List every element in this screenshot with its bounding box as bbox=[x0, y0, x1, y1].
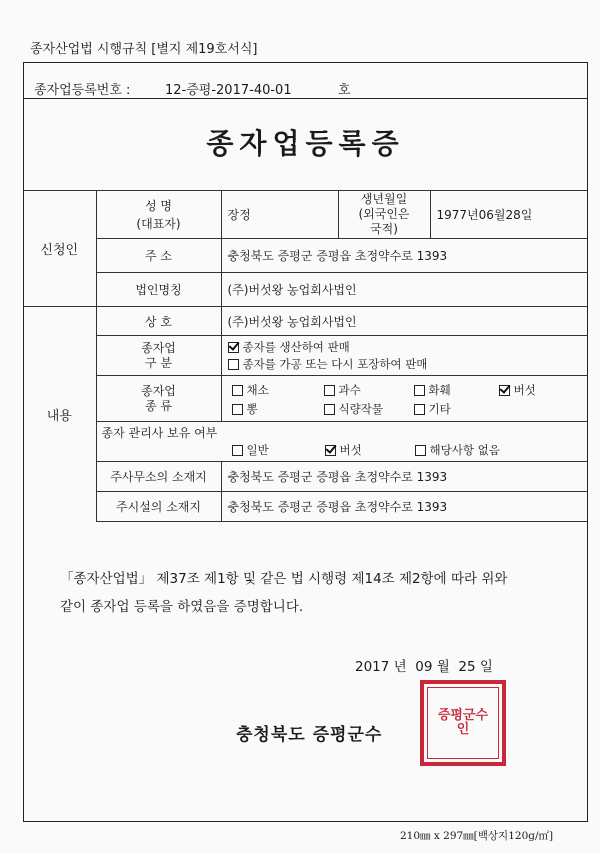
issue-day-unit: 일 bbox=[479, 659, 493, 675]
statement-line-2: 같이 종자업 등록을 하였음을 증명합니다. bbox=[60, 599, 304, 615]
checkbox-label: 채소 bbox=[246, 382, 269, 397]
corp-label: 법인명칭 bbox=[96, 273, 221, 307]
issue-month-unit: 월 bbox=[436, 659, 450, 675]
address-value: 충청북도 증평군 증평읍 초정약수로 1393 bbox=[221, 239, 588, 273]
checkbox-label: 해당사항 없음 bbox=[429, 443, 500, 457]
registration-label: 종자업등록번호 : bbox=[34, 83, 131, 98]
checkbox[interactable] bbox=[414, 404, 425, 415]
biz-type-options bbox=[221, 336, 588, 376]
office-value: 충청북도 증평군 증평읍 초정약수로 1393 bbox=[221, 462, 588, 492]
crop-label bbox=[96, 376, 221, 422]
registration-number: 12-증평-2017-40-01 bbox=[165, 83, 292, 98]
crop-option bbox=[499, 382, 536, 398]
crop-options bbox=[221, 376, 588, 422]
issue-date bbox=[355, 655, 493, 675]
official-seal bbox=[420, 680, 506, 766]
certification-statement bbox=[60, 565, 570, 621]
biz-type-label bbox=[96, 336, 221, 376]
name-label bbox=[96, 191, 221, 239]
checkbox-label: 종자를 생산하여 판매 bbox=[242, 339, 350, 354]
checkbox[interactable] bbox=[414, 385, 425, 396]
birth-label-1: 생년월일 bbox=[360, 192, 408, 206]
checkbox[interactable] bbox=[232, 445, 243, 456]
birth-label-2: (외국인은 bbox=[358, 207, 410, 221]
seal-text: 증평군수인 bbox=[437, 708, 489, 737]
birth-value: 1977년06월28일 bbox=[430, 191, 588, 239]
checkbox-label: 식량작물 bbox=[338, 401, 383, 416]
name-label-1: 성 명 bbox=[145, 198, 172, 213]
name-label-2: (대표자) bbox=[136, 216, 181, 231]
crop-label-1: 종자업 bbox=[141, 383, 176, 398]
paper-spec: 210㎜ x 297㎜[백상지120g/㎡] bbox=[400, 830, 554, 842]
checkbox[interactable] bbox=[324, 385, 335, 396]
crop-option bbox=[324, 382, 361, 398]
trade-value: (주)버섯왕 농업회사법인 bbox=[221, 307, 588, 336]
registration-table bbox=[23, 190, 588, 522]
issue-year-unit: 년 bbox=[393, 659, 407, 675]
applicant-section-label: 신청인 bbox=[23, 191, 96, 307]
checkbox-label: 뽕 bbox=[246, 401, 258, 416]
seal-inner bbox=[427, 687, 499, 759]
crop-option bbox=[232, 382, 269, 398]
checkbox-label: 기타 bbox=[428, 401, 451, 416]
office-label: 주사무소의 소재지 bbox=[96, 462, 221, 492]
issuer-name: 충청북도 증평군수 bbox=[236, 725, 383, 745]
checkbox[interactable] bbox=[228, 342, 239, 353]
checkbox-label: 종자를 가공 또는 다시 포장하여 판매 bbox=[242, 356, 428, 371]
statement-line-1: 「종자산업법」 제37조 제1항 및 같은 법 시행령 제14조 제2항에 따라 위와 bbox=[60, 571, 508, 587]
crop-option bbox=[232, 401, 258, 417]
manager-cell bbox=[96, 422, 588, 462]
manager-label: 종자 관리사 보유 여부 bbox=[101, 426, 218, 440]
biz-type-label-2: 구 분 bbox=[145, 355, 172, 370]
address-label: 주 소 bbox=[96, 239, 221, 273]
checkbox-label: 화훼 bbox=[428, 382, 451, 397]
checkbox[interactable] bbox=[228, 359, 239, 370]
manager-option bbox=[232, 442, 269, 458]
name-value: 장정 bbox=[221, 191, 338, 239]
document-title: 종자업등록증 bbox=[206, 127, 405, 160]
crop-option bbox=[324, 401, 383, 417]
checkbox[interactable] bbox=[232, 404, 243, 415]
crop-option bbox=[414, 401, 451, 417]
crop-option bbox=[414, 382, 451, 398]
checkbox[interactable] bbox=[325, 445, 336, 456]
form-header: 종자산업법 시행규칙 [별지 제19호서식] bbox=[30, 42, 258, 57]
issue-month: 09 bbox=[415, 659, 433, 675]
biz-type-option bbox=[228, 339, 350, 356]
facility-label: 주시설의 소재지 bbox=[96, 492, 221, 522]
manager-option bbox=[415, 442, 500, 458]
checkbox[interactable] bbox=[415, 445, 426, 456]
checkbox-label: 과수 bbox=[338, 382, 361, 397]
birth-label-3: 국적) bbox=[370, 222, 398, 236]
crop-label-2: 종 류 bbox=[145, 398, 172, 413]
facility-value: 충청북도 증평군 증평읍 초정약수로 1393 bbox=[221, 492, 588, 522]
checkbox[interactable] bbox=[324, 404, 335, 415]
registration-suffix: 호 bbox=[338, 83, 351, 98]
checkbox[interactable] bbox=[232, 385, 243, 396]
trade-label: 상 호 bbox=[96, 307, 221, 336]
checkbox-label: 버섯 bbox=[339, 443, 362, 457]
divider bbox=[23, 98, 588, 99]
birth-label bbox=[338, 191, 430, 239]
checkbox-label: 일반 bbox=[246, 443, 269, 457]
corp-value: (주)버섯왕 농업회사법인 bbox=[221, 273, 588, 307]
content-section-label: 내용 bbox=[23, 307, 96, 522]
checkbox[interactable] bbox=[499, 385, 510, 396]
checkbox-label: 버섯 bbox=[513, 382, 536, 397]
biz-type-option bbox=[228, 356, 428, 373]
issue-day: 25 bbox=[458, 659, 476, 675]
manager-option bbox=[325, 442, 362, 458]
biz-type-label-1: 종자업 bbox=[141, 340, 176, 355]
issue-year: 2017 bbox=[355, 659, 390, 675]
